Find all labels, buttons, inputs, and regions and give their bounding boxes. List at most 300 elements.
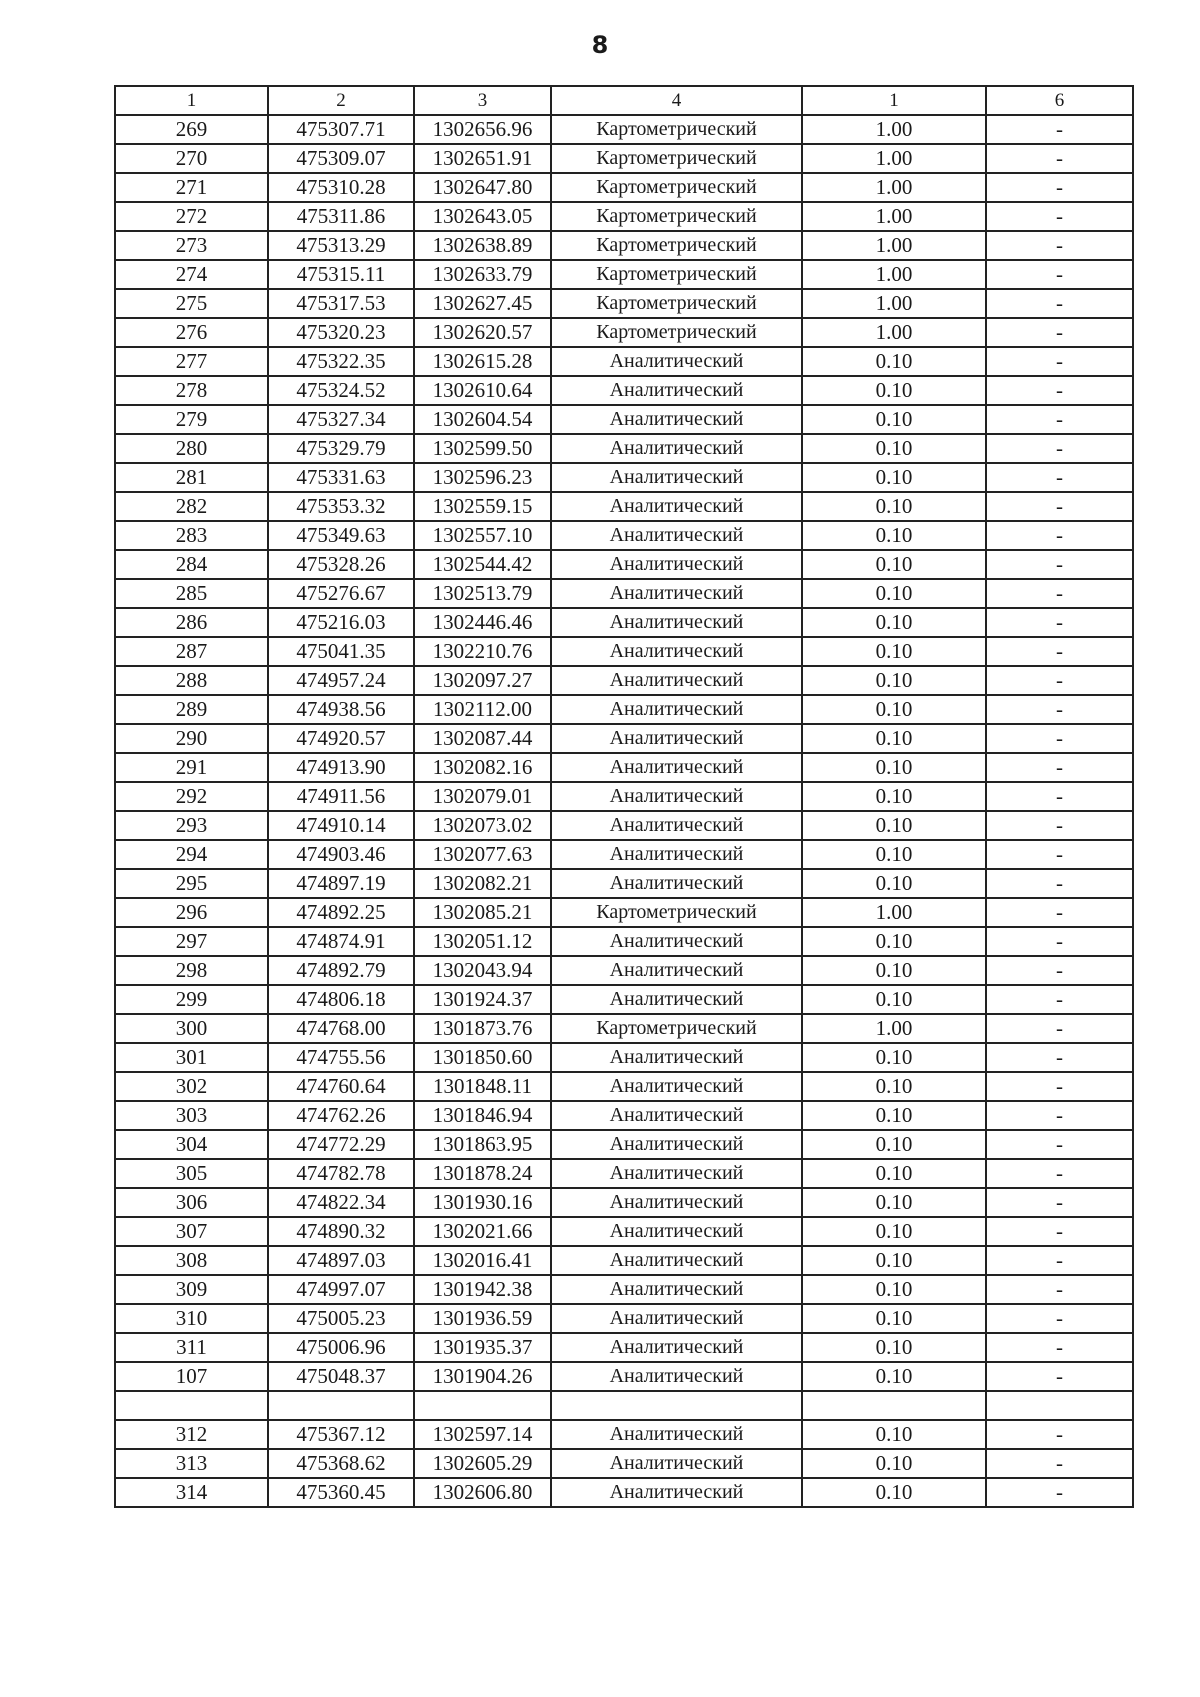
accuracy-cell: 0.10 (802, 579, 986, 608)
x-coordinate-cell: 474874.91 (268, 927, 414, 956)
method-cell: Аналитический (551, 724, 802, 753)
note-cell: - (986, 376, 1133, 405)
accuracy-cell: 0.10 (802, 1072, 986, 1101)
note-cell: - (986, 985, 1133, 1014)
accuracy-cell: 0.10 (802, 405, 986, 434)
point-number-cell: 301 (115, 1043, 268, 1072)
x-coordinate-cell: 475322.35 (268, 347, 414, 376)
note-cell: - (986, 695, 1133, 724)
y-coordinate-cell: 1301846.94 (414, 1101, 551, 1130)
y-coordinate-cell: 1302604.54 (414, 405, 551, 434)
accuracy-cell: 0.10 (802, 1333, 986, 1362)
table-row (115, 347, 1133, 376)
column-header-6: 6 (986, 86, 1133, 115)
table-row (115, 1362, 1133, 1391)
y-coordinate-cell: 1302016.41 (414, 1246, 551, 1275)
y-coordinate-cell: 1302077.63 (414, 840, 551, 869)
point-number-cell: 295 (115, 869, 268, 898)
method-cell: Аналитический (551, 869, 802, 898)
point-number-cell: 276 (115, 318, 268, 347)
accuracy-cell: 1.00 (802, 289, 986, 318)
x-coordinate-cell: 475315.11 (268, 260, 414, 289)
note-cell: - (986, 260, 1133, 289)
method-cell: Аналитический (551, 1217, 802, 1246)
x-coordinate-cell: 475309.07 (268, 144, 414, 173)
table-row (115, 492, 1133, 521)
note-cell: - (986, 1130, 1133, 1159)
y-coordinate-cell: 1302513.79 (414, 579, 551, 608)
y-coordinate-cell: 1302557.10 (414, 521, 551, 550)
point-number-cell: 299 (115, 985, 268, 1014)
x-coordinate-cell: 474911.56 (268, 782, 414, 811)
note-cell: - (986, 927, 1133, 956)
y-coordinate-cell: 1302627.45 (414, 289, 551, 318)
column-header-2: 2 (268, 86, 414, 115)
y-coordinate-cell (414, 1391, 551, 1420)
table-row (115, 1043, 1133, 1072)
table-header-row (115, 86, 1133, 115)
method-cell: Аналитический (551, 1072, 802, 1101)
y-coordinate-cell: 1301848.11 (414, 1072, 551, 1101)
y-coordinate-cell: 1302210.76 (414, 637, 551, 666)
table-row (115, 927, 1133, 956)
table-row (115, 434, 1133, 463)
method-cell: Аналитический (551, 1159, 802, 1188)
table-row (115, 956, 1133, 985)
accuracy-cell: 0.10 (802, 840, 986, 869)
x-coordinate-cell: 474910.14 (268, 811, 414, 840)
point-number-cell: 284 (115, 550, 268, 579)
y-coordinate-cell: 1302610.64 (414, 376, 551, 405)
table-row (115, 695, 1133, 724)
table-row (115, 1449, 1133, 1478)
note-cell: - (986, 724, 1133, 753)
y-coordinate-cell: 1302082.21 (414, 869, 551, 898)
point-number-cell: 280 (115, 434, 268, 463)
note-cell: - (986, 318, 1133, 347)
x-coordinate-cell: 475311.86 (268, 202, 414, 231)
column-header-5: 1 (802, 86, 986, 115)
point-number-cell: 278 (115, 376, 268, 405)
x-coordinate-cell: 474892.25 (268, 898, 414, 927)
x-coordinate-cell: 474897.03 (268, 1246, 414, 1275)
x-coordinate-cell: 475005.23 (268, 1304, 414, 1333)
note-cell: - (986, 173, 1133, 202)
table-row (115, 1159, 1133, 1188)
table-row (115, 579, 1133, 608)
point-number-cell: 282 (115, 492, 268, 521)
accuracy-cell: 0.10 (802, 492, 986, 521)
method-cell: Аналитический (551, 985, 802, 1014)
note-cell: - (986, 579, 1133, 608)
y-coordinate-cell: 1302633.79 (414, 260, 551, 289)
method-cell: Аналитический (551, 376, 802, 405)
table-row (115, 753, 1133, 782)
table-row (115, 115, 1133, 144)
method-cell: Аналитический (551, 637, 802, 666)
note-cell: - (986, 1478, 1133, 1507)
accuracy-cell: 0.10 (802, 347, 986, 376)
y-coordinate-cell: 1302596.23 (414, 463, 551, 492)
table-row (115, 1246, 1133, 1275)
x-coordinate-cell: 474957.24 (268, 666, 414, 695)
accuracy-cell: 0.10 (802, 1449, 986, 1478)
method-cell: Аналитический (551, 753, 802, 782)
y-coordinate-cell: 1302615.28 (414, 347, 551, 376)
method-cell: Аналитический (551, 463, 802, 492)
y-coordinate-cell: 1301904.26 (414, 1362, 551, 1391)
y-coordinate-cell: 1302651.91 (414, 144, 551, 173)
accuracy-cell (802, 1391, 986, 1420)
method-cell: Аналитический (551, 956, 802, 985)
note-cell: - (986, 1420, 1133, 1449)
note-cell: - (986, 231, 1133, 260)
table-row (115, 1478, 1133, 1507)
table-row (115, 231, 1133, 260)
y-coordinate-cell: 1302085.21 (414, 898, 551, 927)
x-coordinate-cell: 475317.53 (268, 289, 414, 318)
note-cell: - (986, 1333, 1133, 1362)
y-coordinate-cell: 1301924.37 (414, 985, 551, 1014)
note-cell: - (986, 637, 1133, 666)
point-number-cell: 313 (115, 1449, 268, 1478)
x-coordinate-cell: 475276.67 (268, 579, 414, 608)
point-number-cell: 272 (115, 202, 268, 231)
table-row (115, 289, 1133, 318)
y-coordinate-cell: 1302544.42 (414, 550, 551, 579)
y-coordinate-cell: 1301942.38 (414, 1275, 551, 1304)
accuracy-cell: 0.10 (802, 753, 986, 782)
method-cell: Аналитический (551, 492, 802, 521)
note-cell: - (986, 1362, 1133, 1391)
accuracy-cell: 1.00 (802, 173, 986, 202)
y-coordinate-cell: 1302112.00 (414, 695, 551, 724)
table-row (115, 1188, 1133, 1217)
y-coordinate-cell: 1302599.50 (414, 434, 551, 463)
x-coordinate-cell: 474920.57 (268, 724, 414, 753)
point-number-cell: 269 (115, 115, 268, 144)
x-coordinate-cell: 474913.90 (268, 753, 414, 782)
accuracy-cell: 0.10 (802, 1130, 986, 1159)
point-number-cell (115, 1391, 268, 1420)
point-number-cell: 307 (115, 1217, 268, 1246)
x-coordinate-cell: 475006.96 (268, 1333, 414, 1362)
table-row (115, 202, 1133, 231)
table-row (115, 1072, 1133, 1101)
accuracy-cell: 1.00 (802, 115, 986, 144)
method-cell: Картометрический (551, 202, 802, 231)
method-cell: Аналитический (551, 1246, 802, 1275)
note-cell: - (986, 144, 1133, 173)
method-cell: Аналитический (551, 1449, 802, 1478)
method-cell: Аналитический (551, 579, 802, 608)
table-row (115, 608, 1133, 637)
accuracy-cell: 0.10 (802, 811, 986, 840)
method-cell: Аналитический (551, 405, 802, 434)
y-coordinate-cell: 1301863.95 (414, 1130, 551, 1159)
point-number-cell: 305 (115, 1159, 268, 1188)
table-row (115, 1275, 1133, 1304)
note-cell: - (986, 1159, 1133, 1188)
y-coordinate-cell: 1301878.24 (414, 1159, 551, 1188)
note-cell: - (986, 782, 1133, 811)
y-coordinate-cell: 1301873.76 (414, 1014, 551, 1043)
accuracy-cell: 0.10 (802, 1188, 986, 1217)
table-row (115, 869, 1133, 898)
y-coordinate-cell: 1301850.60 (414, 1043, 551, 1072)
x-coordinate-cell: 475324.52 (268, 376, 414, 405)
x-coordinate-cell: 474782.78 (268, 1159, 414, 1188)
y-coordinate-cell: 1302097.27 (414, 666, 551, 695)
table-row (115, 550, 1133, 579)
note-cell: - (986, 347, 1133, 376)
method-cell: Аналитический (551, 1420, 802, 1449)
accuracy-cell: 0.10 (802, 1478, 986, 1507)
table-row (115, 173, 1133, 202)
accuracy-cell: 0.10 (802, 434, 986, 463)
x-coordinate-cell: 474772.29 (268, 1130, 414, 1159)
method-cell: Картометрический (551, 173, 802, 202)
x-coordinate-cell: 475313.29 (268, 231, 414, 260)
x-coordinate-cell: 474892.79 (268, 956, 414, 985)
accuracy-cell: 0.10 (802, 1246, 986, 1275)
x-coordinate-cell (268, 1391, 414, 1420)
table-row (115, 985, 1133, 1014)
column-header-3: 3 (414, 86, 551, 115)
point-number-cell: 283 (115, 521, 268, 550)
accuracy-cell: 0.10 (802, 1159, 986, 1188)
x-coordinate-cell: 475328.26 (268, 550, 414, 579)
x-coordinate-cell: 474822.34 (268, 1188, 414, 1217)
point-number-cell: 291 (115, 753, 268, 782)
note-cell: - (986, 202, 1133, 231)
x-coordinate-cell: 474903.46 (268, 840, 414, 869)
table-row (115, 811, 1133, 840)
coordinates-table (114, 85, 1134, 1508)
accuracy-cell: 0.10 (802, 1362, 986, 1391)
point-number-cell: 306 (115, 1188, 268, 1217)
note-cell: - (986, 1072, 1133, 1101)
y-coordinate-cell: 1302051.12 (414, 927, 551, 956)
note-cell (986, 1391, 1133, 1420)
note-cell: - (986, 1304, 1133, 1333)
x-coordinate-cell: 475353.32 (268, 492, 414, 521)
point-number-cell: 298 (115, 956, 268, 985)
point-number-cell: 270 (115, 144, 268, 173)
x-coordinate-cell: 474897.19 (268, 869, 414, 898)
table-row (115, 1130, 1133, 1159)
accuracy-cell: 1.00 (802, 260, 986, 289)
note-cell: - (986, 405, 1133, 434)
x-coordinate-cell: 475320.23 (268, 318, 414, 347)
x-coordinate-cell: 475041.35 (268, 637, 414, 666)
note-cell: - (986, 869, 1133, 898)
method-cell: Аналитический (551, 347, 802, 376)
x-coordinate-cell: 475329.79 (268, 434, 414, 463)
method-cell: Аналитический (551, 1478, 802, 1507)
point-number-cell: 271 (115, 173, 268, 202)
accuracy-cell: 1.00 (802, 202, 986, 231)
table-row (115, 318, 1133, 347)
method-cell: Аналитический (551, 1275, 802, 1304)
point-number-cell: 294 (115, 840, 268, 869)
y-coordinate-cell: 1301935.37 (414, 1333, 551, 1362)
table-row (115, 405, 1133, 434)
x-coordinate-cell: 475307.71 (268, 115, 414, 144)
table-body (115, 115, 1133, 1507)
accuracy-cell: 0.10 (802, 1217, 986, 1246)
y-coordinate-cell: 1302082.16 (414, 753, 551, 782)
x-coordinate-cell: 475327.34 (268, 405, 414, 434)
accuracy-cell: 0.10 (802, 724, 986, 753)
point-number-cell: 302 (115, 1072, 268, 1101)
y-coordinate-cell: 1302597.14 (414, 1420, 551, 1449)
accuracy-cell: 1.00 (802, 144, 986, 173)
accuracy-cell: 0.10 (802, 869, 986, 898)
accuracy-cell: 0.10 (802, 1043, 986, 1072)
method-cell: Аналитический (551, 550, 802, 579)
x-coordinate-cell: 475331.63 (268, 463, 414, 492)
method-cell: Аналитический (551, 1130, 802, 1159)
method-cell: Аналитический (551, 811, 802, 840)
y-coordinate-cell: 1302656.96 (414, 115, 551, 144)
method-cell: Аналитический (551, 434, 802, 463)
accuracy-cell: 1.00 (802, 318, 986, 347)
point-number-cell: 310 (115, 1304, 268, 1333)
note-cell: - (986, 434, 1133, 463)
table-row (115, 463, 1133, 492)
method-cell: Аналитический (551, 1101, 802, 1130)
accuracy-cell: 0.10 (802, 695, 986, 724)
note-cell: - (986, 1043, 1133, 1072)
point-number-cell: 293 (115, 811, 268, 840)
method-cell: Картометрический (551, 289, 802, 318)
page-number: 8 (591, 31, 609, 59)
x-coordinate-cell: 475367.12 (268, 1420, 414, 1449)
method-cell: Аналитический (551, 1333, 802, 1362)
y-coordinate-cell: 1302073.02 (414, 811, 551, 840)
y-coordinate-cell: 1301936.59 (414, 1304, 551, 1333)
y-coordinate-cell: 1302647.80 (414, 173, 551, 202)
y-coordinate-cell: 1302638.89 (414, 231, 551, 260)
note-cell: - (986, 521, 1133, 550)
table-row (115, 521, 1133, 550)
y-coordinate-cell: 1302605.29 (414, 1449, 551, 1478)
point-number-cell: 273 (115, 231, 268, 260)
point-number-cell: 314 (115, 1478, 268, 1507)
note-cell: - (986, 608, 1133, 637)
x-coordinate-cell: 474762.26 (268, 1101, 414, 1130)
y-coordinate-cell: 1302079.01 (414, 782, 551, 811)
accuracy-cell: 0.10 (802, 550, 986, 579)
x-coordinate-cell: 474938.56 (268, 695, 414, 724)
y-coordinate-cell: 1302021.66 (414, 1217, 551, 1246)
x-coordinate-cell: 475368.62 (268, 1449, 414, 1478)
table-row (115, 1014, 1133, 1043)
note-cell: - (986, 1275, 1133, 1304)
accuracy-cell: 0.10 (802, 956, 986, 985)
point-number-cell: 308 (115, 1246, 268, 1275)
method-cell: Аналитический (551, 1188, 802, 1217)
method-cell: Картометрический (551, 231, 802, 260)
y-coordinate-cell: 1302606.80 (414, 1478, 551, 1507)
accuracy-cell: 0.10 (802, 521, 986, 550)
point-number-cell: 285 (115, 579, 268, 608)
note-cell: - (986, 898, 1133, 927)
x-coordinate-cell: 474755.56 (268, 1043, 414, 1072)
accuracy-cell: 0.10 (802, 782, 986, 811)
point-number-cell: 292 (115, 782, 268, 811)
point-number-cell: 281 (115, 463, 268, 492)
accuracy-cell: 0.10 (802, 608, 986, 637)
method-cell: Аналитический (551, 608, 802, 637)
accuracy-cell: 0.10 (802, 985, 986, 1014)
accuracy-cell: 0.10 (802, 463, 986, 492)
point-number-cell: 312 (115, 1420, 268, 1449)
method-cell: Картометрический (551, 318, 802, 347)
note-cell: - (986, 840, 1133, 869)
method-cell: Картометрический (551, 260, 802, 289)
method-cell: Аналитический (551, 840, 802, 869)
note-cell: - (986, 666, 1133, 695)
point-number-cell: 277 (115, 347, 268, 376)
method-cell: Аналитический (551, 927, 802, 956)
point-number-cell: 290 (115, 724, 268, 753)
table-row (115, 1304, 1133, 1333)
method-cell: Картометрический (551, 1014, 802, 1043)
point-number-cell: 275 (115, 289, 268, 318)
accuracy-cell: 0.10 (802, 1101, 986, 1130)
table-row (115, 666, 1133, 695)
y-coordinate-cell: 1302620.57 (414, 318, 551, 347)
table-row (115, 1420, 1133, 1449)
note-cell: - (986, 1014, 1133, 1043)
accuracy-cell: 1.00 (802, 1014, 986, 1043)
x-coordinate-cell: 475360.45 (268, 1478, 414, 1507)
table-row (115, 898, 1133, 927)
point-number-cell: 288 (115, 666, 268, 695)
accuracy-cell: 0.10 (802, 666, 986, 695)
accuracy-cell: 0.10 (802, 1420, 986, 1449)
accuracy-cell: 0.10 (802, 376, 986, 405)
accuracy-cell: 0.10 (802, 1304, 986, 1333)
note-cell: - (986, 289, 1133, 318)
note-cell: - (986, 1217, 1133, 1246)
table-row (115, 637, 1133, 666)
table-row (115, 782, 1133, 811)
accuracy-cell: 1.00 (802, 231, 986, 260)
method-cell: Аналитический (551, 1304, 802, 1333)
accuracy-cell: 0.10 (802, 637, 986, 666)
note-cell: - (986, 811, 1133, 840)
point-number-cell: 287 (115, 637, 268, 666)
table-row (115, 840, 1133, 869)
table-row (115, 1391, 1133, 1420)
point-number-cell: 296 (115, 898, 268, 927)
method-cell: Картометрический (551, 115, 802, 144)
note-cell: - (986, 115, 1133, 144)
x-coordinate-cell: 475216.03 (268, 608, 414, 637)
y-coordinate-cell: 1302087.44 (414, 724, 551, 753)
y-coordinate-cell: 1301930.16 (414, 1188, 551, 1217)
accuracy-cell: 1.00 (802, 898, 986, 927)
y-coordinate-cell: 1302043.94 (414, 956, 551, 985)
accuracy-cell: 0.10 (802, 1275, 986, 1304)
point-number-cell: 297 (115, 927, 268, 956)
point-number-cell: 289 (115, 695, 268, 724)
table-row (115, 1217, 1133, 1246)
point-number-cell: 107 (115, 1362, 268, 1391)
